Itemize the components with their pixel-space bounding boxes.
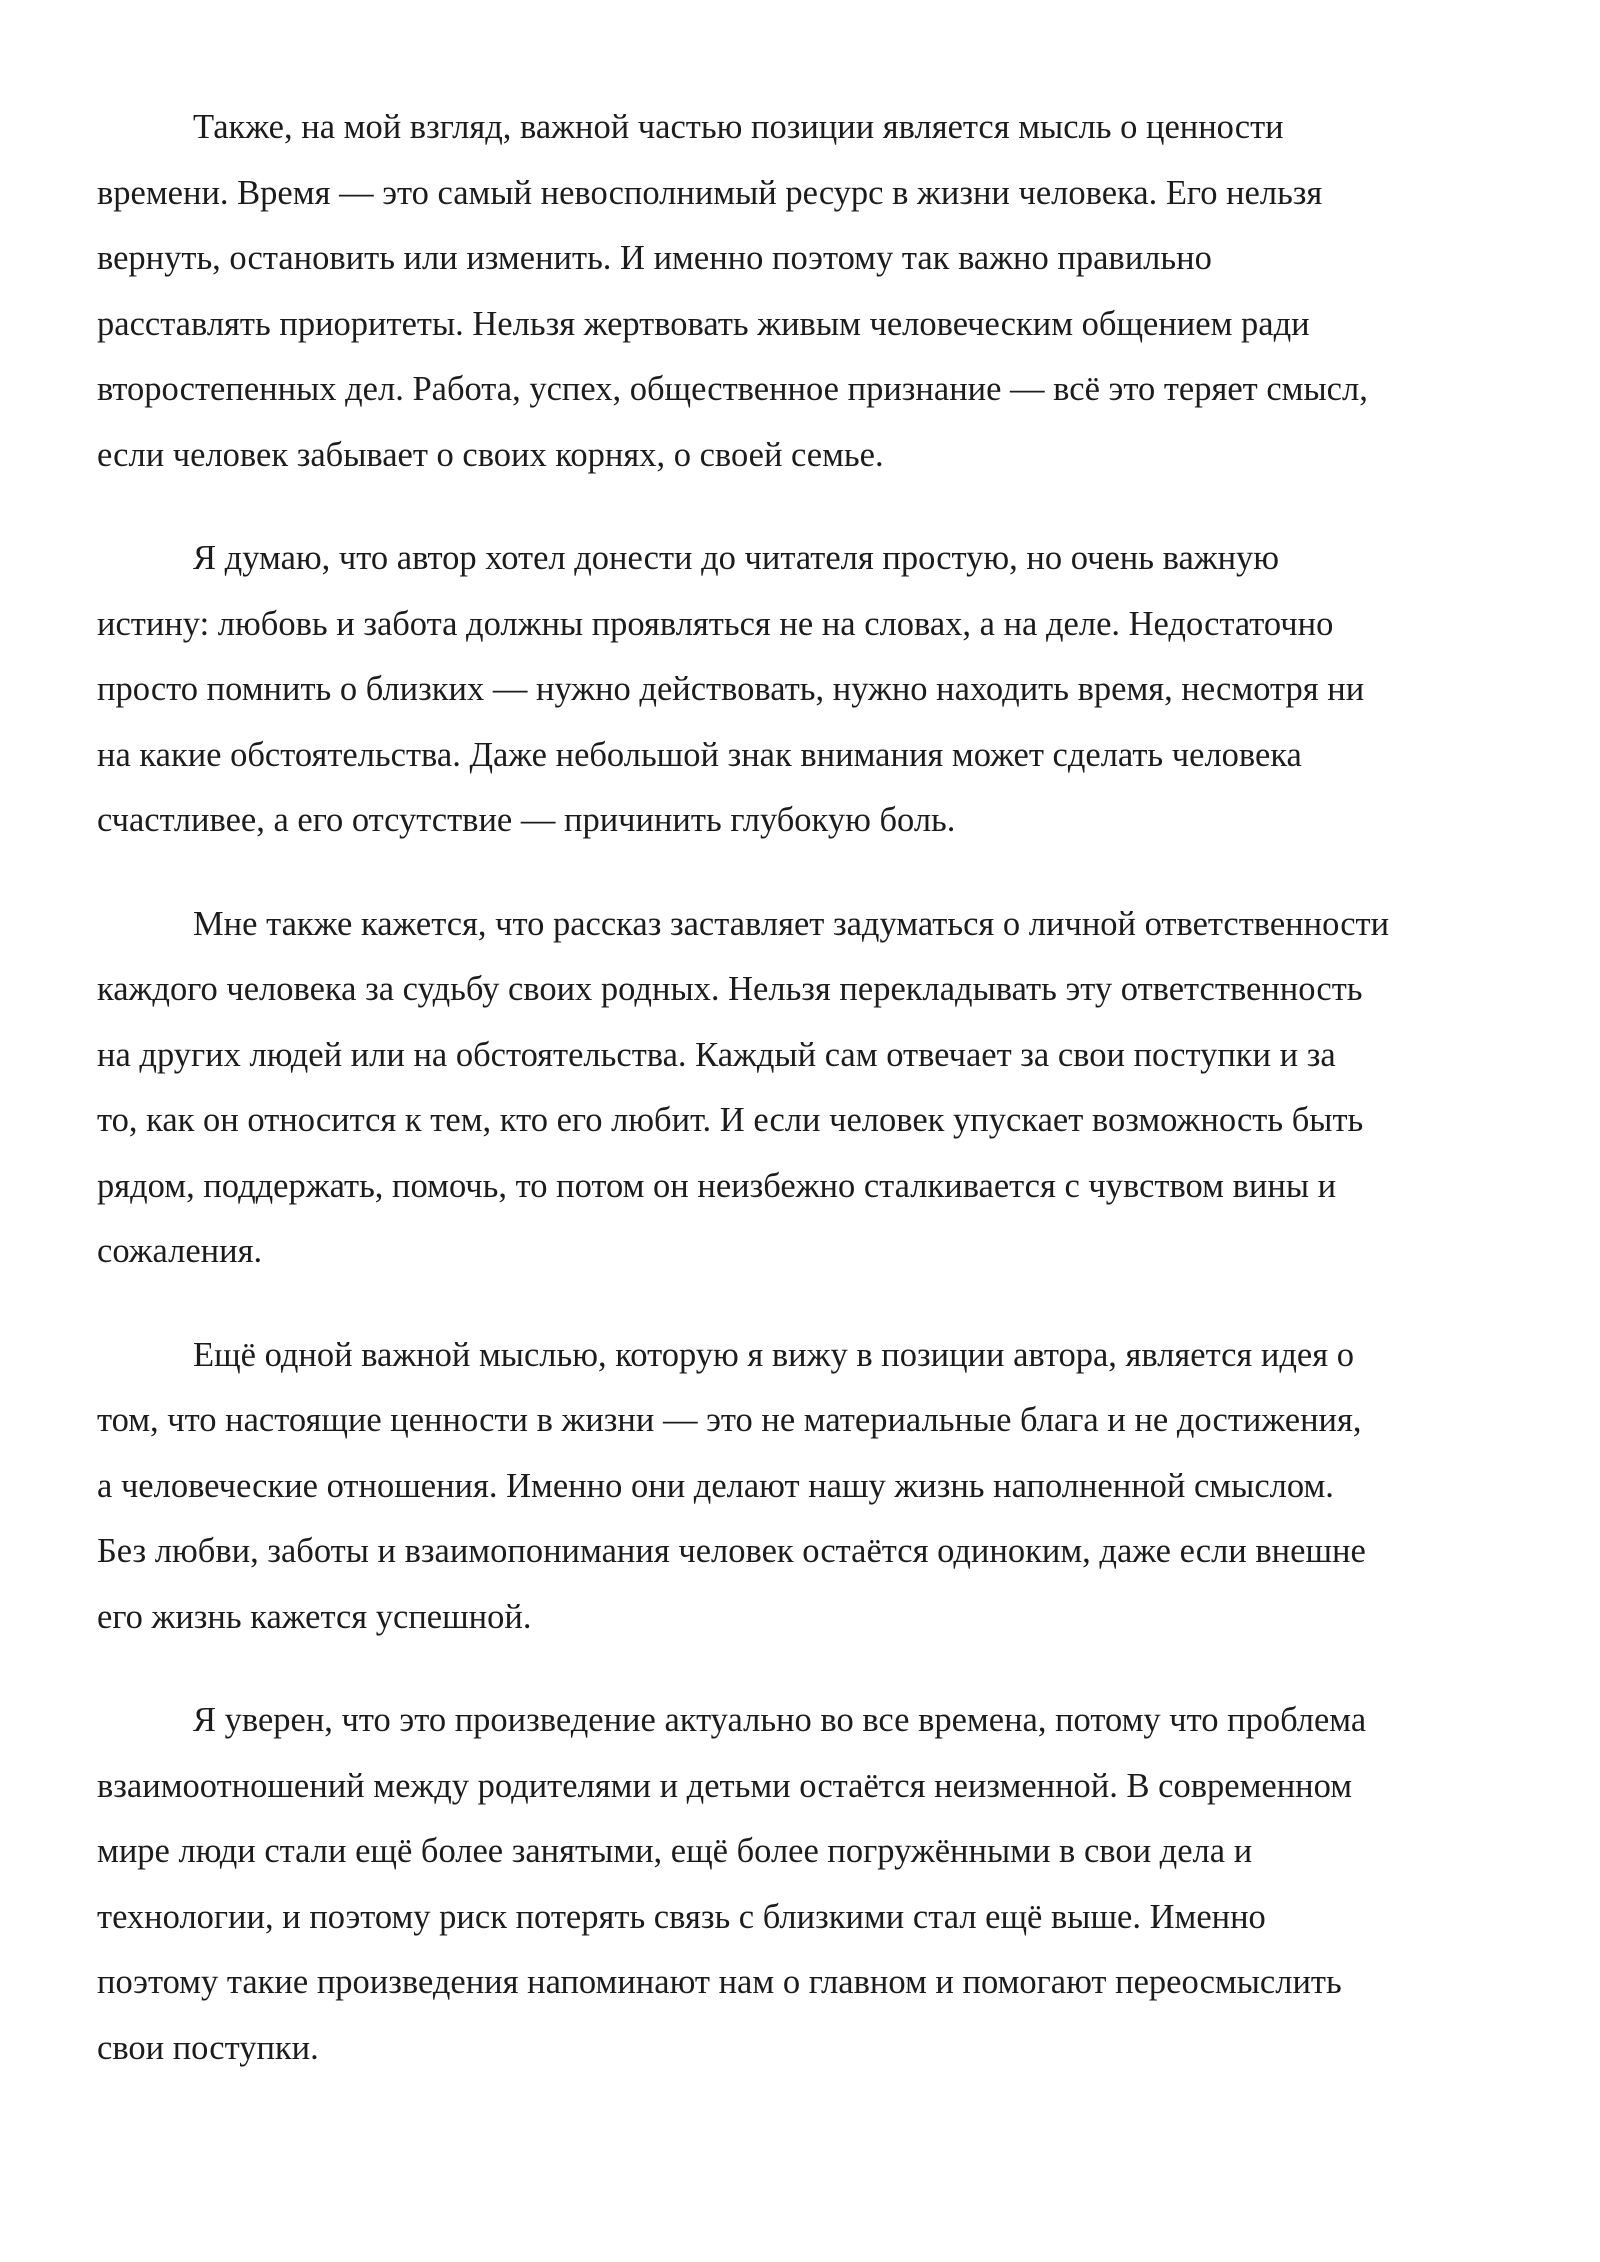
paragraph-4	[97, 1323, 1517, 1651]
paragraph-line: его жизнь кажется успешной.	[97, 1597, 532, 1636]
paragraph-line: Я думаю, что автор хотел донести до читателя простую, но очень важную	[193, 539, 1280, 577]
paragraph-line: времени. Время — это самый невосполнимый ресурс в жизни человека. Его нельзя	[97, 173, 1323, 212]
paragraph-line: рядом, поддержать, помочь, то потом он неизбежно сталкивается с чувством вины и	[97, 1166, 1337, 1205]
paragraph-line: Также, на мой взгляд, важной частью позиции является мысль о ценности	[193, 108, 1284, 146]
paragraph-line: счастливее, а его отсутствие — причинить глубокую боль.	[97, 801, 956, 839]
document-body	[97, 95, 1517, 2119]
paragraph-line: на какие обстоятельства. Даже небольшой знак внимания может сделать человека	[97, 735, 1302, 774]
paragraph-line: мире люди стали ещё более занятыми, ещё более погружёнными в свои дела и	[97, 1832, 1253, 1870]
paragraph-line: технологии, и поэтому риск потерять связь с близкими стал ещё выше. Именно	[97, 1897, 1266, 1936]
paragraph-line: а человеческие отношения. Именно они делают нашу жизнь наполненной смыслом.	[97, 1466, 1334, 1505]
paragraph-line: то, как он относится к тем, кто его любит. И если человек упускает возможность быть	[97, 1101, 1364, 1139]
paragraph-line: вернуть, остановить или изменить. И именно поэтому так важно правильно	[97, 239, 1212, 277]
paragraph-line: расставлять приоритеты. Нельзя жертвовать живым человеческим общением ради	[97, 304, 1310, 343]
paragraph-line: если человек забывает о своих корнях, о своей семье.	[97, 435, 884, 474]
paragraph-line: истину: любовь и забота должны проявляться не на словах, а на деле. Недостаточно	[97, 604, 1334, 643]
paragraph-line: Ещё одной важной мыслью, которую я вижу в позиции автора, является идея о	[193, 1335, 1354, 1374]
paragraph-line: взаимоотношений между родителями и детьми остаётся неизменной. В современном	[97, 1766, 1353, 1805]
paragraph-line: просто помнить о близких — нужно действовать, нужно находить время, несмотря ни	[97, 670, 1365, 708]
paragraph-line: Мне также кажется, что рассказ заставляет задуматься о личной ответственности	[193, 904, 1390, 943]
paragraph-line: том, что настоящие ценности в жизни — это не материальные блага и не достижения,	[97, 1401, 1362, 1439]
paragraph-line: на других людей или на обстоятельства. Каждый сам отвечает за свои поступки и за	[97, 1035, 1336, 1074]
paragraph-line: свои поступки.	[97, 2028, 319, 2067]
paragraph-line: поэтому такие произведения напоминают нам о главном и помогают переосмыслить	[97, 1963, 1342, 2001]
paragraph-5	[97, 1688, 1517, 2081]
paragraph-line: Без любви, заботы и взаимопонимания человек остаётся одиноким, даже если внешне	[97, 1532, 1366, 1570]
paragraph-line: сожаления.	[97, 1232, 263, 1270]
paragraph-1	[97, 95, 1517, 488]
paragraph-line: второстепенных дел. Работа, успех, общественное признание — всё это теряет смысл,	[97, 370, 1368, 408]
paragraph-line: Я уверен, что это произведение актуально во все времена, потому что проблема	[193, 1701, 1367, 1739]
paragraph-3	[97, 892, 1517, 1285]
paragraph-2	[97, 526, 1517, 854]
paragraph-line: каждого человека за судьбу своих родных. Нельзя перекладывать эту ответственность	[97, 970, 1363, 1008]
